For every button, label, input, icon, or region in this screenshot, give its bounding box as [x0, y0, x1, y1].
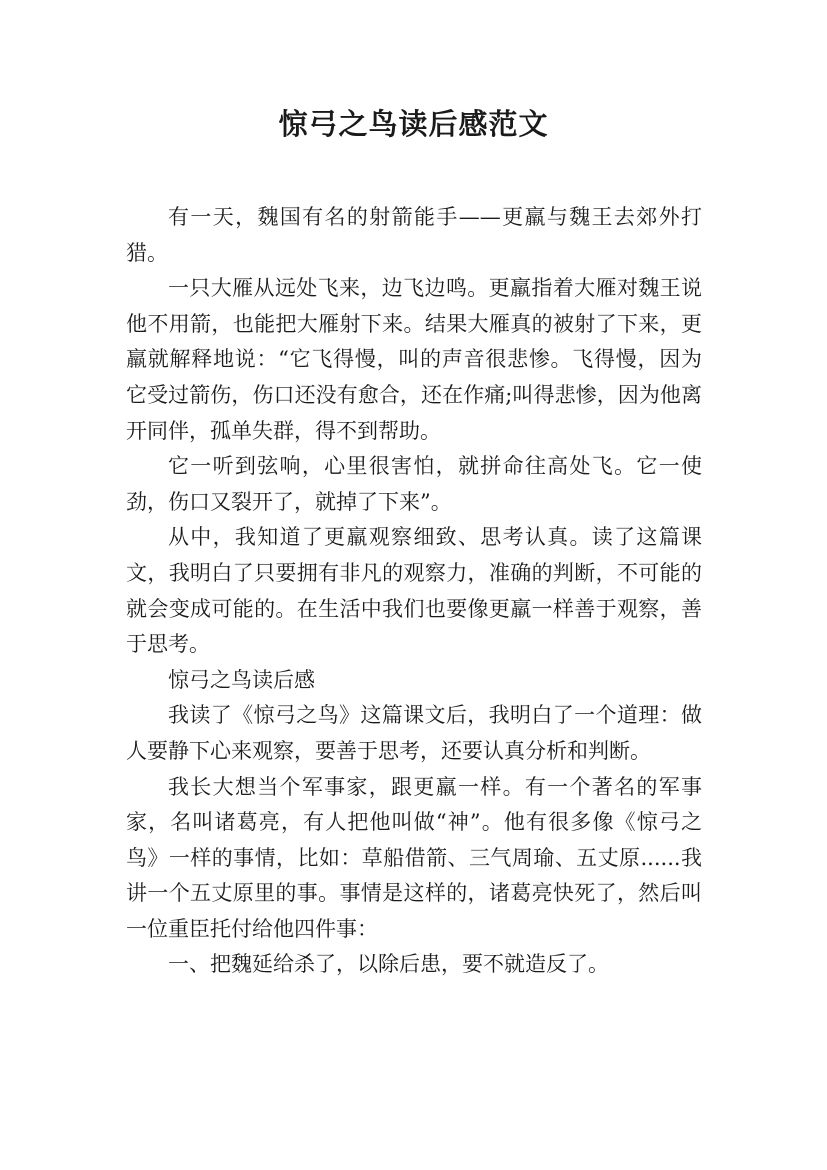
paragraph-6: 我长大想当个军事家，跟更羸一样。有一个著名的军事家，名叫诸葛亮，有人把他叫做“神”。他有很多像《惊弓之鸟》一样的事情，比如：草船借箭、三气周瑜、五丈原......我讲一个五丈原里的事。事情是这样的，诸葛亮快死了，然后叫一位重臣托付给他四件事：	[126, 774, 702, 941]
paragraph-3: 它一听到弦响，心里很害怕，就拼命往高处飞。它一使劲，伤口又裂开了，就掉了下来”。	[126, 454, 702, 514]
paragraph-5: 我读了《惊弓之鸟》这篇课文后，我明白了一个道理：做人要静下心来观察，要善于思考，还要认真分析和判断。	[126, 703, 702, 763]
document-body	[126, 200, 702, 983]
page-title: 惊弓之鸟读后感范文	[278, 107, 549, 141]
paragraph-7: 一、把魏延给杀了，以除后患，要不就造反了。	[168, 952, 609, 977]
paragraph-1: 有一天，魏国有名的射箭能手——更羸与魏王去郊外打猎。	[126, 205, 702, 265]
section-heading: 惊弓之鸟读后感	[168, 667, 315, 692]
paragraph-2: 一只大雁从远处飞来，边飞边鸣。更羸指着大雁对魏王说他不用箭，也能把大雁射下来。结果大雁真的被射了下来，更羸就解释地说：“它飞得慢，叫的声音很悲惨。飞得慢，因为它受过箭伤，伤口还没有愈合，还在作痛;叫得悲惨，因为他离开同伴，孤单失群，得不到帮助。	[126, 276, 702, 443]
paragraph-4: 从中，我知道了更羸观察细致、思考认真。读了这篇课文，我明白了只要拥有非凡的观察力，准确的判断，不可能的就会变成可能的。在生活中我们也要像更羸一样善于观察，善于思考。	[126, 525, 702, 657]
